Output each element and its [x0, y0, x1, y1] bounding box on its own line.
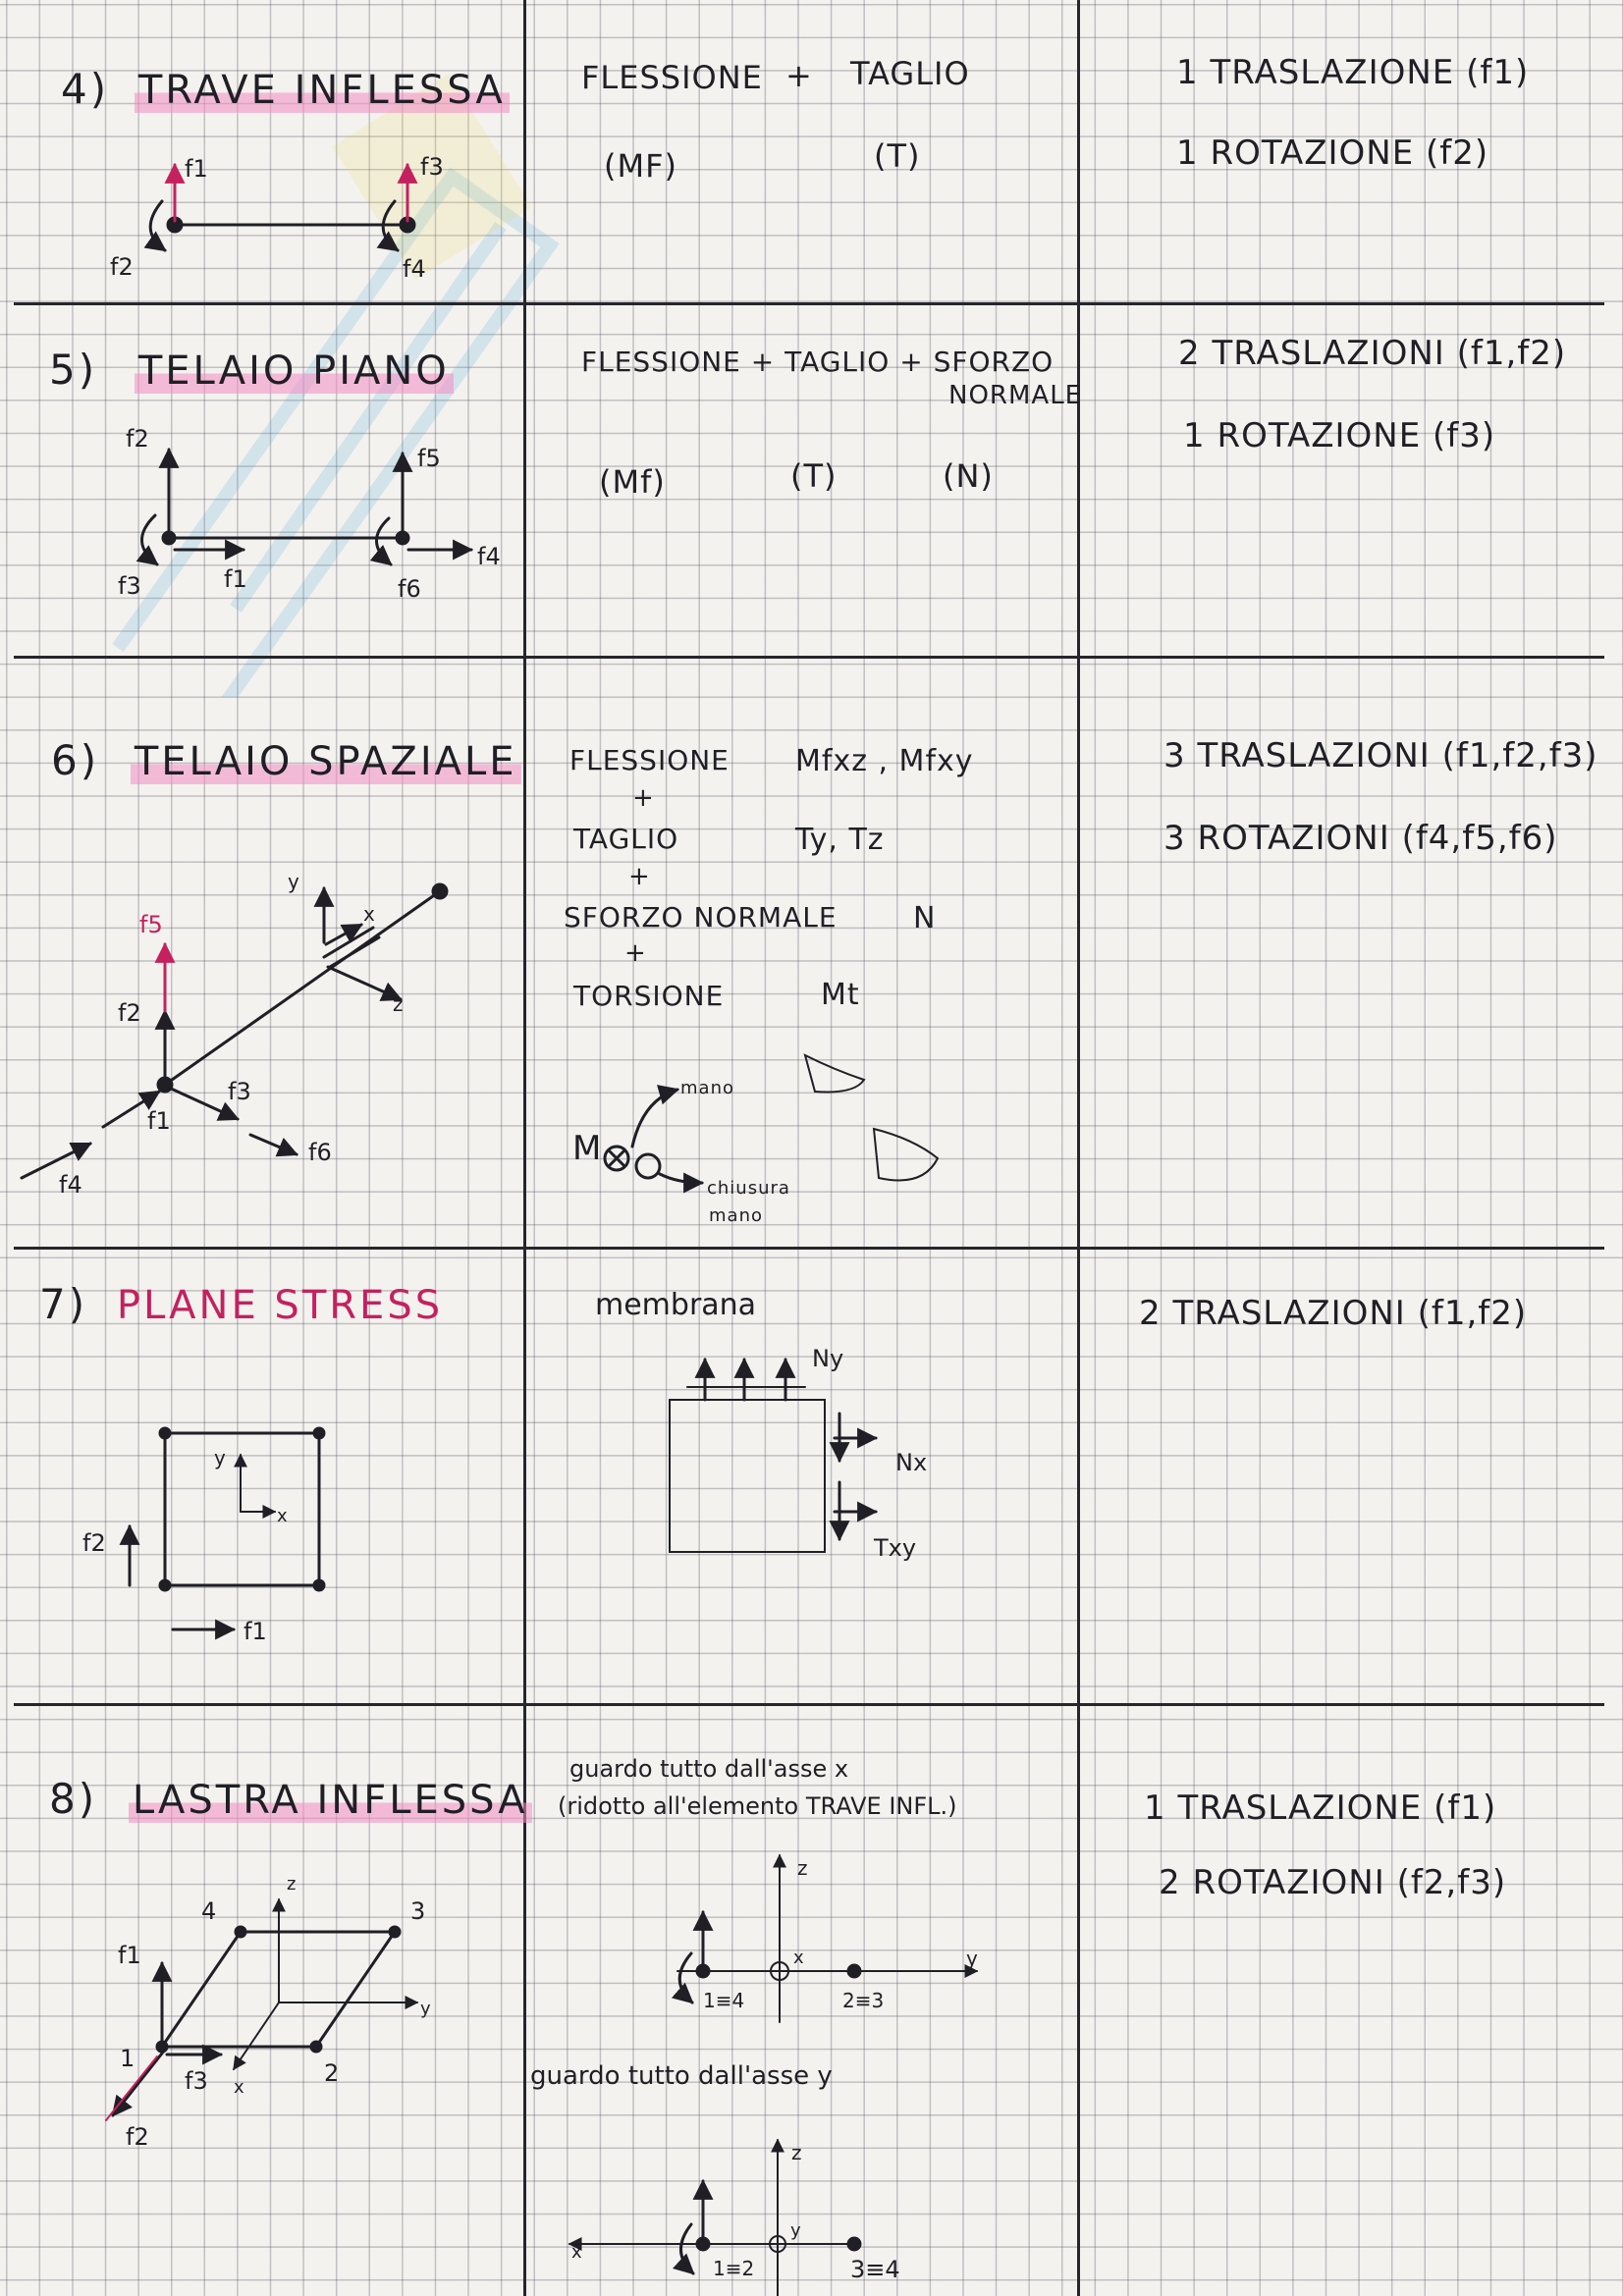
section-4-stress-plus: + — [785, 57, 813, 94]
s4-label-f1: f1 — [185, 155, 208, 183]
section-7-heading: 7) PLANE STRESS — [39, 1280, 444, 1328]
section-6-hand-chiusura: chiusura — [707, 1178, 790, 1199]
s8-viewx-x: x — [793, 1948, 804, 1968]
s8-viewy-x: x — [571, 2242, 582, 2263]
section-6-symbol-t: Ty, Tz — [795, 823, 885, 857]
s8-label-3: 3 — [410, 1897, 426, 1925]
section-6-plus-3: + — [624, 938, 647, 968]
s8-label-x: x — [234, 2077, 244, 2098]
section-5-stress-2: NORMALE — [948, 381, 1083, 410]
section-6-hand-m: M — [572, 1129, 603, 1168]
section-6-stress-torsione: TORSIONE — [573, 980, 725, 1012]
s8-viewx-y: y — [966, 1947, 978, 1970]
s5-label-f5: f5 — [417, 445, 441, 472]
s6-label-f1: f1 — [147, 1107, 171, 1135]
s7-label-nx: Nx — [895, 1449, 928, 1476]
section-8-heading: 8) LASTRA INFLESSA — [49, 1775, 532, 1823]
section-6-torsion-notation — [605, 1055, 938, 1183]
s8-viewx-z: z — [797, 1856, 808, 1880]
section-6-dof-2: 3 ROTAZIONI (f4,f5,f6) — [1163, 819, 1558, 858]
s7-label-txy: Txy — [874, 1534, 917, 1562]
section-4-dof-1: 1 TRASLAZIONE (f1) — [1176, 53, 1530, 92]
section-5-dof-2: 1 ROTAZIONE (f3) — [1183, 416, 1496, 455]
section-6-stress-taglio: TAGLIO — [573, 823, 679, 855]
s8-label-f3: f3 — [185, 2067, 208, 2095]
s6-label-x: x — [363, 902, 375, 926]
section-5-stress-1: FLESSIONE + TAGLIO + SFORZO — [581, 346, 1055, 378]
section-8-note-2: (ridotto all'elemento TRAVE INFL.) — [558, 1792, 957, 1820]
s7-label-f2: f2 — [82, 1529, 106, 1557]
section-6-symbol-mt: Mt — [821, 978, 860, 1012]
s8-label-f1: f1 — [118, 1942, 141, 1969]
section-8-plate-diagram — [106, 1899, 417, 2120]
section-6-symbol-mf: Mfxz , Mfxy — [795, 744, 974, 778]
s6-label-f4: f4 — [59, 1171, 82, 1199]
s7-label-x: x — [277, 1506, 288, 1526]
s8-label-y: y — [420, 1999, 431, 2019]
s5-label-f3: f3 — [118, 572, 141, 600]
section-4-stress-1: FLESSIONE — [581, 59, 763, 96]
s5-label-f4: f4 — [477, 543, 501, 570]
section-8-dof-2: 2 ROTAZIONI (f2,f3) — [1159, 1863, 1507, 1902]
section-5-symbol-mf: (Mf) — [599, 463, 666, 501]
s8-viewy-z: z — [791, 2141, 802, 2164]
s7-label-f1: f1 — [243, 1618, 267, 1645]
section-5-dof-1: 2 TRASLAZIONI (f1,f2) — [1178, 334, 1567, 373]
section-6-stress-sforzo: SFORZO NORMALE — [564, 901, 838, 934]
section-4-dof-2: 1 ROTAZIONE (f2) — [1176, 133, 1489, 173]
s7-label-ny: Ny — [812, 1345, 844, 1372]
s8-viewy-34: 3≡4 — [850, 2256, 900, 2283]
s8-label-f2: f2 — [126, 2123, 149, 2151]
s5-label-f2: f2 — [126, 425, 149, 453]
section-5-heading: 5) TELAIO PIANO — [49, 346, 454, 394]
s8-label-z: z — [287, 1874, 297, 1895]
s8-viewx-23: 2≡3 — [842, 1989, 885, 2012]
section-8-note-3: guardo tutto dall'asse y — [530, 2061, 833, 2091]
s8-label-2: 2 — [324, 2059, 340, 2087]
section-7-dof-1: 2 TRASLAZIONI (f1,f2) — [1139, 1294, 1528, 1333]
section-4-heading: 4) TRAVE INFLESSA — [61, 65, 510, 113]
section-7-membrane-diagram — [670, 1360, 876, 1552]
section-6-dof-1: 3 TRASLAZIONI (f1,f2,f3) — [1163, 736, 1598, 775]
section-5-symbol-n: (N) — [943, 457, 994, 495]
s8-viewx-14: 1≡4 — [703, 1989, 745, 2012]
s8-viewy-y: y — [790, 2220, 801, 2241]
section-6-symbol-n: N — [913, 901, 937, 935]
section-5-symbol-t: (T) — [790, 457, 838, 495]
s5-label-f1: f1 — [224, 565, 247, 593]
section-8-dof-1: 1 TRASLAZIONE (f1) — [1144, 1789, 1497, 1828]
s6-label-z: z — [393, 992, 404, 1016]
section-7-plane-stress-diagram — [130, 1428, 324, 1629]
s8-label-4: 4 — [201, 1897, 217, 1925]
section-6-stress-flessione: FLESSIONE — [569, 744, 730, 776]
s5-label-f6: f6 — [398, 575, 421, 603]
s6-label-f2: f2 — [118, 999, 141, 1027]
s8-viewy-12: 1≡2 — [713, 2257, 755, 2280]
s4-label-f3: f3 — [420, 153, 444, 181]
section-6-space-frame-diagram — [22, 884, 447, 1178]
s6-label-f6: f6 — [308, 1139, 332, 1166]
section-4-symbol-t: (T) — [874, 137, 921, 175]
s7-label-y: y — [214, 1446, 226, 1469]
section-6-plus-1: + — [632, 783, 655, 813]
section-6-hand-mano: mano — [680, 1078, 734, 1098]
s6-label-y: y — [288, 870, 299, 893]
section-8-note-1: guardo tutto dall'asse x — [569, 1755, 849, 1783]
section-4-stress-2: TAGLIO — [850, 55, 970, 92]
section-6-plus-2: + — [628, 862, 651, 891]
section-6-heading: 6) TELAIO SPAZIALE — [51, 736, 521, 784]
s8-label-1: 1 — [120, 2045, 135, 2072]
section-4-symbol-mf: (MF) — [604, 147, 677, 185]
section-7-stress-membrana: membrana — [595, 1288, 757, 1322]
s4-label-f4: f4 — [403, 255, 426, 283]
s6-label-f3: f3 — [228, 1078, 251, 1105]
section-6-hand-mano-2: mano — [709, 1205, 763, 1226]
s4-label-f2: f2 — [110, 253, 134, 281]
s6-label-f5: f5 — [139, 911, 163, 938]
